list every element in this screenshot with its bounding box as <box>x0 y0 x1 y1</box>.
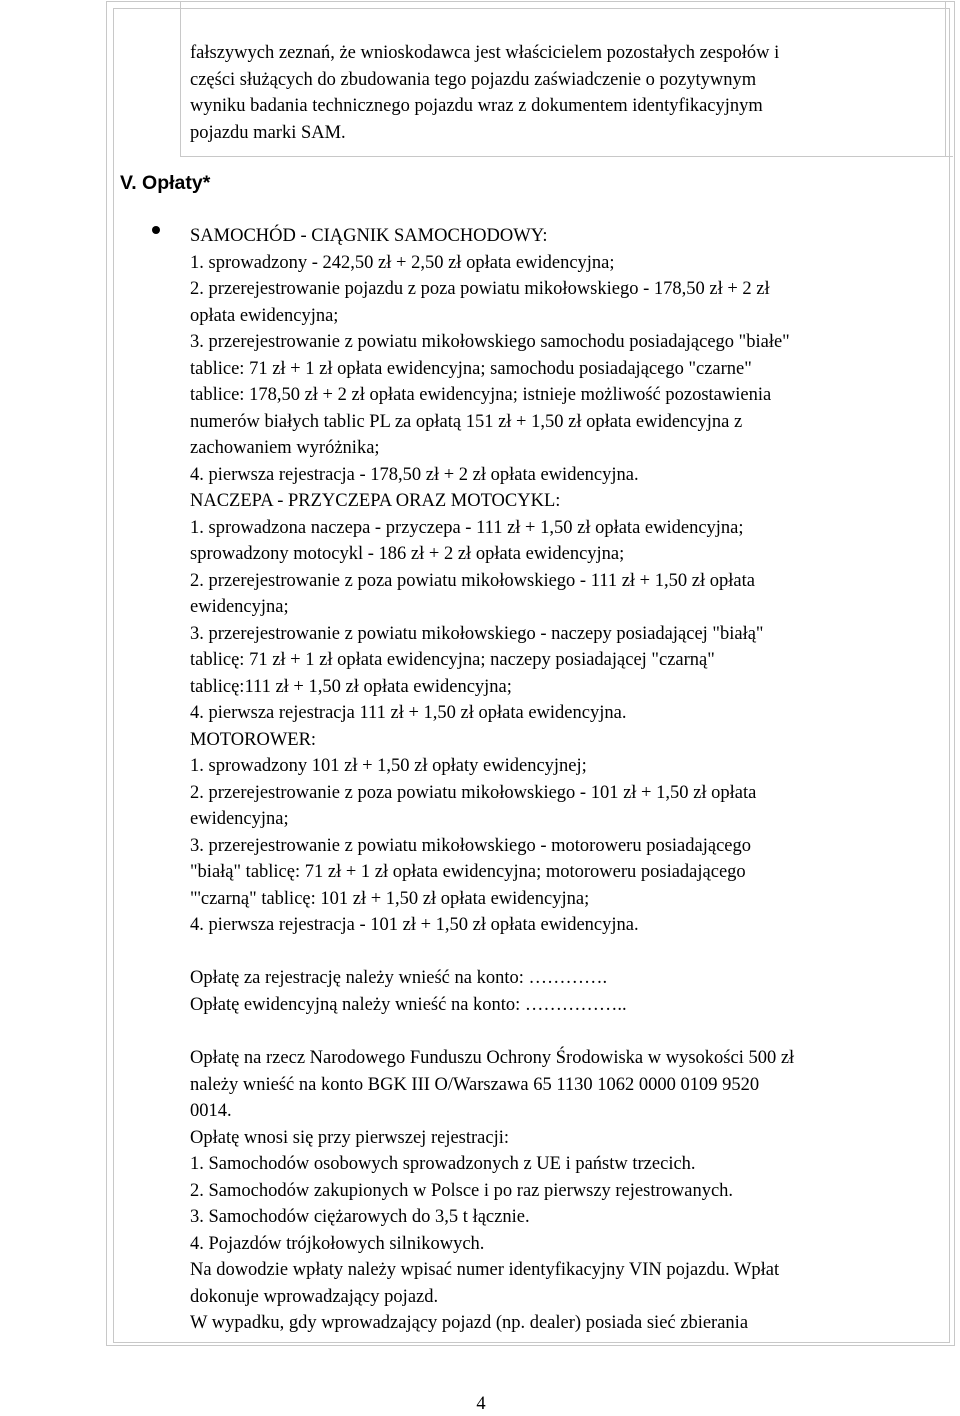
text-line: SAMOCHÓD - CIĄGNIK SAMOCHODOWY: <box>190 226 548 246</box>
text-line: 3. przerejestrowanie z powiatu mikołowskiego samochodu posiadającego "białe" <box>190 332 790 352</box>
text-line: "białą" tablicę: 71 zł + 1 zł opłata ewidencyjna; motoroweru posiadającego <box>190 862 746 882</box>
text-line: Opłatę za rejestrację należy wnieść na konto: …………. <box>190 968 608 988</box>
text-line: ewidencyjna; <box>190 597 289 617</box>
text-line: 2. przerejestrowanie z poza powiatu mikołowskiego - 111 zł + 1,50 zł opłata <box>190 570 755 591</box>
text-line: 3. Samochodów ciężarowych do 3,5 t łącznie. <box>190 1207 530 1227</box>
text-line: 4. pierwsza rejestracja - 178,50 zł + 2 zł opłata ewidencyjna. <box>190 464 639 485</box>
text-line: Opłatę wnosi się przy pierwszej rejestracji: <box>190 1127 510 1148</box>
text-line: 1. sprowadzony - 242,50 zł + 2,50 zł opłata ewidencyjna; <box>190 252 615 273</box>
section-title: V. Opłaty* <box>120 172 211 194</box>
text-line: 2. Samochodów zakupionych w Polsce i po raz pierwszy rejestrowanych. <box>190 1180 734 1201</box>
header-cell-border-left <box>180 1 181 157</box>
text-line: tablice: 71 zł + 1 zł opłata ewidencyjna; samochodu posiadającego "czarne" <box>190 358 752 379</box>
header-cell-border-right <box>945 1 946 157</box>
text-line: 1. sprowadzona naczepa - przyczepa - 111 zł + 1,50 zł opłata ewidencyjna; <box>190 517 744 538</box>
text-line: zachowaniem wyróżnika; <box>190 438 380 458</box>
text-line: 1. Samochodów osobowych sprowadzonych z UE i państw trzecich. <box>190 1154 696 1174</box>
text-line: tablicę:111 zł + 1,50 zł opłata ewidencyjna; <box>190 676 512 697</box>
text-line: fałszywych zeznań, że wnioskodawca jest właścicielem pozostałych zespołów i <box>190 43 780 63</box>
text-line: wyniku badania technicznego pojazdu wraz z dokumentem identyfikacyjnym <box>190 96 763 116</box>
text-line: części służących do zbudowania tego pojazdu zaświadczenie o pozytywnym <box>190 69 757 90</box>
bullet-icon <box>152 226 160 234</box>
fees-list <box>190 223 930 939</box>
text-line: 4. pierwsza rejestracja - 101 zł + 1,50 zł opłata ewidencyjna. <box>190 915 639 935</box>
text-line: W wypadku, gdy wprowadzający pojazd (np. dealer) posiada sieć zbierania <box>190 1313 749 1333</box>
page-number: 4 <box>476 1394 486 1414</box>
environment-fund-info <box>190 1045 930 1337</box>
header-cell-border-bottom <box>180 156 953 157</box>
text-line: 3. przerejestrowanie z powiatu mikołowskiego - motoroweru posiadającego <box>190 835 751 856</box>
text-line: tablice: 178,50 zł + 2 zł opłata ewidencyjna; istnieje możliwość pozostawienia <box>190 385 772 405</box>
text-line: Opłatę na rzecz Narodowego Funduszu Ochrony Środowiska w wysokości 500 zł <box>190 1048 795 1068</box>
text-line: 4. pierwsza rejestracja 111 zł + 1,50 zł opłata ewidencyjna. <box>190 703 627 723</box>
text-line: tablicę: 71 zł + 1 zł opłata ewidencyjna; naczepy posiadającej "czarną" <box>190 650 715 670</box>
text-line: opłata ewidencyjna; <box>190 305 339 326</box>
text-line: pojazdu marki SAM. <box>190 122 346 143</box>
text-line: 0014. <box>190 1101 232 1121</box>
text-line: 3. przerejestrowanie z powiatu mikołowskiego - naczepy posiadającej "białą" <box>190 623 764 644</box>
account-info <box>190 965 930 1018</box>
text-line: NACZEPA - PRZYCZEPA ORAZ MOTOCYKL: <box>190 491 561 511</box>
text-line: sprowadzony motocykl - 186 zł + 2 zł opłata ewidencyjna; <box>190 544 625 564</box>
text-line: należy wnieść na konto BGK III O/Warszawa 65 1130 1062 0000 0109 9520 <box>190 1074 760 1095</box>
text-line: ewidencyjna; <box>190 809 289 829</box>
text-line: dokonuje wprowadzający pojazd. <box>190 1286 439 1307</box>
text-line: MOTOROWER: <box>190 729 317 750</box>
text-line: 2. przerejestrowanie pojazdu z poza powiatu mikołowskiego - 178,50 zł + 2 zł <box>190 279 770 299</box>
text-line: Opłatę ewidencyjną należy wnieść na konto: …………….. <box>190 994 627 1015</box>
intro-paragraph <box>190 40 930 146</box>
text-line: 1. sprowadzony 101 zł + 1,50 zł opłaty ewidencyjnej; <box>190 756 587 776</box>
text-line: "'czarną" tablicę: 101 zł + 1,50 zł opłata ewidencyjna; <box>190 888 590 909</box>
text-line: 4. Pojazdów trójkołowych silnikowych. <box>190 1233 485 1254</box>
text-line: 2. przerejestrowanie z poza powiatu mikołowskiego - 101 zł + 1,50 zł opłata <box>190 782 757 803</box>
text-line: numerów białych tablic PL za opłatą 151 zł + 1,50 zł opłata ewidencyjna z <box>190 411 743 432</box>
text-line: Na dowodzie wpłaty należy wpisać numer identyfikacyjny VIN pojazdu. Wpłat <box>190 1260 780 1280</box>
